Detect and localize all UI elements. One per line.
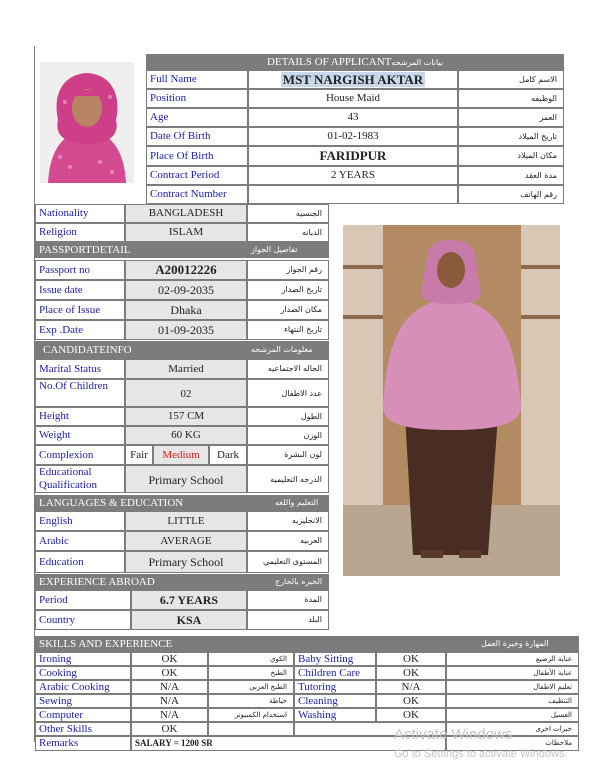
passport-no-value bbox=[125, 260, 247, 280]
watermark-line2: Go to Settings to activate Windows. bbox=[394, 748, 568, 760]
full-name-label bbox=[146, 70, 248, 89]
baby-sitting-value bbox=[376, 652, 446, 666]
dob-ar-text: تاريخ الميلاد bbox=[518, 132, 557, 141]
weight-label bbox=[35, 426, 125, 445]
complexion-medium-text: Medium bbox=[162, 449, 200, 461]
full-name-value-text: MST NARGISH AKTAR bbox=[282, 72, 424, 87]
period-ar-text: المدة bbox=[304, 595, 322, 604]
period-value-text: 6.7 YEARS bbox=[159, 593, 219, 607]
complexion-fair-text: Fair bbox=[130, 449, 148, 461]
full-name-label-text: Full Name bbox=[150, 73, 197, 85]
washing-value bbox=[376, 708, 446, 722]
contract-number-ar-text: رقم الهاتف bbox=[520, 190, 557, 199]
cooking-ar-text: الطبخ bbox=[270, 669, 287, 677]
education-ar bbox=[247, 551, 329, 573]
dob-value-text: 01-02-1983 bbox=[327, 130, 379, 142]
weight-ar bbox=[247, 426, 329, 445]
children-care-ar bbox=[446, 666, 579, 680]
religion-value bbox=[125, 223, 247, 242]
place-of-issue-value bbox=[125, 300, 247, 320]
height-label bbox=[35, 407, 125, 426]
country-ar bbox=[247, 610, 329, 630]
complexion-ar-text: لون البشرة bbox=[284, 450, 322, 459]
marital-ar bbox=[247, 359, 329, 379]
remarks-ar-text: ملاحظات bbox=[545, 739, 572, 747]
position-label-text: Position bbox=[150, 92, 187, 104]
passport-no-ar bbox=[247, 260, 329, 280]
experience-header-ar: الخبره بالخارج bbox=[275, 577, 323, 586]
weight-ar-text: الوزن bbox=[303, 431, 322, 440]
complexion-label bbox=[35, 445, 125, 465]
religion-value-text: ISLAM bbox=[168, 226, 204, 238]
sewing-value bbox=[131, 694, 208, 708]
passport-no-ar-text: رقم الجواز bbox=[286, 265, 322, 274]
washing-label bbox=[294, 708, 376, 722]
place-of-issue-label-text: Place of Issue bbox=[39, 304, 101, 316]
languages-header-text: LANGUAGES & EDUCATION bbox=[39, 497, 184, 509]
remarks-value-text: SALARY = 1200 SR bbox=[135, 738, 213, 748]
education-value bbox=[125, 551, 247, 573]
tutoring-label-text: Tutoring bbox=[298, 681, 337, 693]
children-ar bbox=[247, 379, 329, 407]
exp-date-label bbox=[35, 320, 125, 340]
complexion-fair bbox=[125, 445, 153, 465]
tutoring-label bbox=[294, 680, 376, 694]
children-care-label-text: Children Care bbox=[298, 667, 361, 679]
sewing-value-text: N/A bbox=[160, 695, 179, 707]
religion-label-text: Religion bbox=[39, 226, 77, 238]
ironing-value-text: OK bbox=[161, 653, 178, 665]
nationality-ar bbox=[247, 204, 329, 223]
position-value-text: House Maid bbox=[325, 92, 381, 104]
computer-label bbox=[35, 708, 131, 722]
exp-date-ar bbox=[247, 320, 329, 340]
full-name-value bbox=[248, 70, 458, 89]
activate-windows-watermark bbox=[394, 726, 512, 743]
cleaning-label-text: Cleaning bbox=[298, 695, 338, 707]
languages-header bbox=[35, 495, 329, 511]
education-qual-ar-text: الدرجه التعليميه bbox=[270, 475, 322, 484]
dob-label-text: Date Of Birth bbox=[150, 130, 211, 142]
weight-value bbox=[125, 426, 247, 445]
baby-sitting-label-text: Baby Sitting bbox=[298, 653, 354, 665]
arabic-cooking-ar bbox=[208, 680, 294, 694]
contract-number-label bbox=[146, 185, 248, 204]
cooking-ar bbox=[208, 666, 294, 680]
religion-ar bbox=[247, 223, 329, 242]
washing-value-text: OK bbox=[403, 709, 419, 721]
remarks-label bbox=[35, 736, 131, 751]
country-value bbox=[131, 610, 247, 630]
tutoring-ar-text: تعليم الاطفال bbox=[533, 683, 572, 691]
education-value-text: Primary School bbox=[148, 555, 224, 569]
baby-sitting-value-text: OK bbox=[403, 653, 419, 665]
candidate-header bbox=[35, 341, 329, 359]
nationality-value-text: BANGLADESH bbox=[148, 207, 224, 219]
issue-date-value-text: 02-09-2035 bbox=[158, 283, 214, 297]
position-value bbox=[248, 89, 458, 108]
other-skills-ar bbox=[208, 722, 294, 736]
arabic-cooking-label bbox=[35, 680, 131, 694]
ironing-ar bbox=[208, 652, 294, 666]
full-name-ar-text: الاسم كامل bbox=[519, 75, 557, 84]
skills-header-ar: المهارة وخبرة العمل bbox=[481, 639, 549, 648]
place-of-issue-label bbox=[35, 300, 125, 320]
languages-header-ar: التعليم واللغه bbox=[275, 498, 319, 507]
children-ar-text: عدد الاطفال bbox=[281, 389, 322, 398]
other-skills-value-text: OK bbox=[161, 723, 178, 735]
arabic-value bbox=[125, 531, 247, 551]
age-value bbox=[248, 108, 458, 127]
exp-date-ar-text: تاريخ النتهاء bbox=[284, 325, 322, 334]
english-label-text: English bbox=[39, 515, 73, 527]
exp-date-value-text: 01-09-2035 bbox=[158, 323, 214, 337]
place-of-birth-value bbox=[248, 146, 458, 166]
issue-date-value bbox=[125, 280, 247, 300]
exp-date-value bbox=[125, 320, 247, 340]
nationality-label-text: Nationality bbox=[39, 207, 89, 219]
cleaning-value bbox=[376, 694, 446, 708]
contract-period-label bbox=[146, 166, 248, 185]
full-body-photo bbox=[343, 225, 560, 576]
dob-label bbox=[146, 127, 248, 146]
children-label bbox=[35, 379, 125, 407]
arabic-ar-text: العربيه bbox=[300, 536, 322, 545]
nationality-label bbox=[35, 204, 125, 223]
candidate-header-ar: معلومات المرشحه bbox=[251, 345, 313, 354]
cooking-value bbox=[131, 666, 208, 680]
country-label bbox=[35, 610, 131, 630]
contract-number-ar bbox=[458, 185, 564, 204]
activate-windows-subtext bbox=[394, 748, 568, 760]
contract-number-value bbox=[248, 185, 458, 204]
cleaning-ar bbox=[446, 694, 579, 708]
nationality-ar-text: الجنسيه bbox=[295, 209, 322, 218]
height-ar bbox=[247, 407, 329, 426]
complexion-dark bbox=[209, 445, 247, 465]
skills-header-text: SKILLS AND EXPERIENCE bbox=[39, 638, 173, 650]
portrait-photo bbox=[40, 62, 134, 183]
cleaning-value-text: OK bbox=[403, 695, 419, 707]
age-ar bbox=[458, 108, 564, 127]
arabic-value-text: AVERAGE bbox=[160, 535, 212, 547]
children-value bbox=[125, 379, 247, 407]
other-skills-label-text: Other Skills bbox=[39, 723, 92, 735]
english-ar bbox=[247, 511, 329, 531]
issue-date-label bbox=[35, 280, 125, 300]
religion-label bbox=[35, 223, 125, 242]
full-name-ar bbox=[458, 70, 564, 89]
tutoring-value-text: N/A bbox=[401, 681, 421, 693]
contract-number-label-text: Contract Number bbox=[150, 188, 227, 200]
washing-label-text: Washing bbox=[298, 709, 337, 721]
weight-value-text: 60 KG bbox=[171, 429, 201, 441]
arabic-cooking-value-text: N/A bbox=[160, 681, 179, 693]
education-label bbox=[35, 551, 125, 573]
height-value bbox=[125, 407, 247, 426]
education-qual-label-text: Educational Qualification bbox=[39, 466, 98, 491]
education-ar-text: المستوى التعليمي bbox=[262, 557, 322, 566]
english-value-text: LITTLE bbox=[167, 515, 205, 527]
position-ar-text: الوظيفه bbox=[531, 94, 557, 103]
washing-ar-text: الغسيل bbox=[550, 711, 572, 719]
dob-ar bbox=[458, 127, 564, 146]
arabic-label-text: Arabic bbox=[39, 535, 69, 547]
ironing-label bbox=[35, 652, 131, 666]
period-label bbox=[35, 590, 131, 610]
passport-no-value-text: A20012226 bbox=[155, 262, 217, 277]
marital-value-text: Married bbox=[168, 363, 204, 375]
complexion-label-text: Complexion bbox=[39, 449, 94, 461]
computer-ar bbox=[208, 708, 294, 722]
ironing-value bbox=[131, 652, 208, 666]
age-ar-text: العمر bbox=[539, 113, 557, 122]
religion-ar-text: الديانه bbox=[301, 228, 322, 237]
applicant-header bbox=[146, 54, 564, 70]
experience-header bbox=[35, 574, 329, 590]
age-label bbox=[146, 108, 248, 127]
children-care-value-text: OK bbox=[403, 667, 419, 679]
country-value-text: KSA bbox=[176, 613, 202, 627]
other-skills-extra-ar-text: خبرات اخرى bbox=[535, 725, 572, 733]
contract-period-value-text: 2 YEARS bbox=[331, 169, 375, 181]
issue-date-ar-text: تاريخ الصدار bbox=[281, 285, 322, 294]
children-care-ar-text: عناية الأطفال bbox=[533, 669, 572, 677]
complexion-ar bbox=[247, 445, 329, 465]
arabic-cooking-value bbox=[131, 680, 208, 694]
place-of-birth-label-text: Place Of Birth bbox=[150, 150, 214, 162]
complexion-medium bbox=[153, 445, 209, 465]
sewing-label-text: Sewing bbox=[39, 695, 72, 707]
arabic-cooking-ar-text: الطبخ العربي bbox=[249, 683, 287, 691]
education-qual-value bbox=[125, 465, 247, 493]
other-skills-label bbox=[35, 722, 131, 736]
height-value-text: 157 CM bbox=[167, 410, 205, 422]
ironing-ar-text: الكوي bbox=[269, 655, 287, 663]
ironing-label-text: Ironing bbox=[39, 653, 72, 665]
contract-period-value bbox=[248, 166, 458, 185]
cleaning-ar-text: التنظيف bbox=[548, 697, 572, 705]
applicant-header-text: DETAILS OF APPLICANT bbox=[266, 56, 392, 68]
period-ar bbox=[247, 590, 329, 610]
place-of-issue-value-text: Dhaka bbox=[170, 303, 202, 317]
marital-value bbox=[125, 359, 247, 379]
marital-ar-text: الحاله الاجتماعيه bbox=[267, 364, 322, 373]
english-label bbox=[35, 511, 125, 531]
marital-label-text: Marital Status bbox=[39, 363, 102, 375]
baby-sitting-ar bbox=[446, 652, 579, 666]
education-qual-ar bbox=[247, 465, 329, 493]
contract-period-ar bbox=[458, 166, 564, 185]
height-ar-text: الطول bbox=[300, 412, 322, 421]
period-label-text: Period bbox=[39, 594, 68, 606]
complexion-dark-text: Dark bbox=[217, 449, 239, 461]
baby-sitting-ar-text: عناية الرضيع bbox=[535, 655, 572, 663]
country-label-text: Country bbox=[39, 614, 76, 626]
english-value bbox=[125, 511, 247, 531]
education-qual-label bbox=[35, 465, 125, 493]
dob-value bbox=[248, 127, 458, 146]
tutoring-value bbox=[376, 680, 446, 694]
age-value-text: 43 bbox=[347, 111, 359, 123]
children-care-value bbox=[376, 666, 446, 680]
education-label-text: Education bbox=[39, 556, 84, 568]
exp-date-label-text: Exp .Date bbox=[39, 324, 83, 336]
cooking-value-text: OK bbox=[161, 667, 178, 679]
baby-sitting-label bbox=[294, 652, 376, 666]
issue-date-label-text: Issue date bbox=[39, 284, 83, 296]
watermark-line1: Activate Windows bbox=[394, 726, 513, 743]
nationality-value bbox=[125, 204, 247, 223]
position-ar bbox=[458, 89, 564, 108]
arabic-ar bbox=[247, 531, 329, 551]
place-of-birth-ar bbox=[458, 146, 564, 166]
country-ar-text: البلد bbox=[308, 615, 322, 624]
computer-value bbox=[131, 708, 208, 722]
sewing-ar bbox=[208, 694, 294, 708]
applicant-header-ar: بيانات المرشحه bbox=[391, 58, 444, 67]
computer-label-text: Computer bbox=[39, 709, 83, 721]
remarks-label-text: Remarks bbox=[39, 737, 79, 749]
height-label-text: Height bbox=[39, 410, 69, 422]
age-label-text: Age bbox=[150, 111, 169, 123]
english-ar-text: الانجليزيه bbox=[291, 516, 322, 525]
passport-no-label bbox=[35, 260, 125, 280]
passport-no-label-text: Passport no bbox=[39, 264, 91, 276]
place-of-issue-ar bbox=[247, 300, 329, 320]
contract-period-label-text: Contract Period bbox=[150, 169, 220, 181]
sewing-label bbox=[35, 694, 131, 708]
contract-period-ar-text: مدة العقد bbox=[525, 171, 557, 180]
washing-ar bbox=[446, 708, 579, 722]
place-of-issue-ar-text: مكان الصدار bbox=[280, 305, 322, 314]
skills-header bbox=[35, 636, 579, 652]
place-of-birth-label bbox=[146, 146, 248, 166]
passport-header bbox=[35, 242, 329, 258]
children-value-text: 02 bbox=[180, 388, 192, 400]
other-skills-value bbox=[131, 722, 208, 736]
cooking-label-text: Cooking bbox=[39, 667, 77, 679]
cleaning-label bbox=[294, 694, 376, 708]
computer-ar-text: استخدام الكمبيوتر bbox=[234, 711, 287, 719]
place-of-birth-value-text: FARIDPUR bbox=[319, 148, 387, 163]
passport-header-text: PASSPORTDETAIL bbox=[39, 244, 131, 256]
position-label bbox=[146, 89, 248, 108]
tutoring-ar bbox=[446, 680, 579, 694]
experience-header-text: EXPERIENCE ABROAD bbox=[39, 576, 155, 588]
children-label-text: No.Of Children bbox=[39, 380, 109, 392]
place-of-birth-ar-text: مكان الميلاد bbox=[517, 151, 557, 160]
period-value bbox=[131, 590, 247, 610]
weight-label-text: Weight bbox=[39, 429, 71, 441]
arabic-label bbox=[35, 531, 125, 551]
cooking-label bbox=[35, 666, 131, 680]
passport-header-ar: تفاصيل الجواز bbox=[251, 245, 298, 254]
candidate-header-text: CANDIDATEINFO bbox=[43, 344, 132, 356]
sewing-ar-text: خياطة bbox=[269, 697, 287, 705]
education-qual-value-text: Primary School bbox=[148, 473, 224, 487]
computer-value-text: N/A bbox=[160, 709, 179, 721]
children-care-label bbox=[294, 666, 376, 680]
arabic-cooking-label-text: Arabic Cooking bbox=[39, 681, 110, 693]
issue-date-ar bbox=[247, 280, 329, 300]
marital-label bbox=[35, 359, 125, 379]
